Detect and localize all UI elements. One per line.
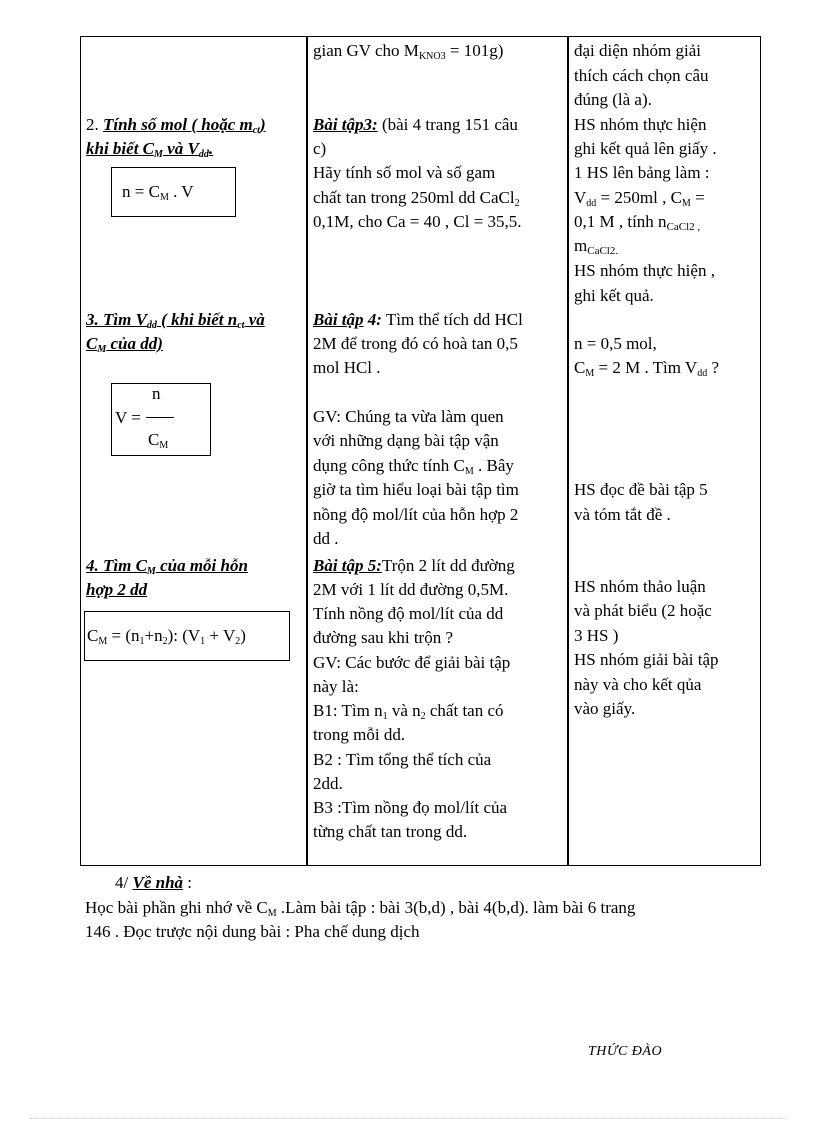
student-line: HS nhóm thực hiện <box>574 115 707 134</box>
teacher-line: chất tan trong 250ml dd CaCl$_2$ <box>313 188 520 209</box>
student-line: ghi kết quả. <box>574 286 654 305</box>
student-line: HS nhóm thực hiện , <box>574 261 715 280</box>
student-line: 1 HS lên bảng làm : <box>574 163 710 182</box>
heading-2: 2. Tính số mol ( hoặc $m_{ct}$) <box>86 115 266 136</box>
fraction-bar <box>146 417 174 418</box>
student-line: $m_{CaCl2.}$ <box>574 236 619 257</box>
teacher-line: nồng độ mol/lít của hỗn hợp 2 <box>313 505 519 524</box>
teacher-line: B2 : Tìm tổng thể tích của <box>313 750 492 769</box>
teacher-line: 2M với 1 lít dd đường 0,5M. <box>313 580 509 599</box>
exercise-4-title: Bài tập 4: Tìm thể tích dd HCl <box>313 310 523 329</box>
teacher-line: B1: Tìm $n_1$ và $n_2$ chất tan có <box>313 701 504 722</box>
student-line: vào giấy. <box>574 699 636 718</box>
teacher-line: Hãy tính số mol và số gam <box>313 163 496 182</box>
formula-volume-lhs: V = <box>115 408 141 427</box>
exercise-3-title: Bài tập3: (bài 4 trang 151 câu <box>313 115 518 134</box>
formula-volume-denominator: $C_M$ <box>148 430 169 451</box>
teacher-line: mol HCl . <box>313 358 381 377</box>
student-line: HS nhóm thảo luận <box>574 577 706 596</box>
teacher-line: 2M để trong đó có hoà tan 0,5 <box>313 334 518 353</box>
page-bottom-rule <box>30 1118 786 1119</box>
student-line: n = 0,5 mol, <box>574 334 657 353</box>
teacher-line: dd . <box>313 529 339 548</box>
teacher-line: 2dd. <box>313 774 343 793</box>
student-line: ghi kết quả lên giấy . <box>574 139 717 158</box>
teacher-line: từng chất tan trong dd. <box>313 822 468 841</box>
homework-line: Học bài phần ghi nhớ về $C_M$ .Làm bài tập : bài 3(b,d) , bài 4(b,d). làm bài 6 trang <box>85 898 636 919</box>
teacher-line: 0,1M, cho Ca = 40 , Cl = 35,5. <box>313 212 522 231</box>
student-line: và tóm tắt đề . <box>574 505 671 524</box>
teacher-line: đường sau khi trộn ? <box>313 628 454 647</box>
heading-4-cont: hợp 2 dd <box>86 580 148 599</box>
homework-heading: 4/ Về nhà : <box>115 873 193 892</box>
column-divider-2 <box>567 37 569 865</box>
student-line: $V_{dd} = 250ml$ , $C_M$ = <box>574 188 705 209</box>
heading-4: 4. Tìm $C_M$ của mỗi hỗn <box>86 556 248 577</box>
homework-line: 146 . Đọc trược nội dung bài : Pha chế dung dịch <box>85 922 420 941</box>
student-line: này và cho kết qủa <box>574 675 702 694</box>
teacher-line: giờ ta tìm hiểu loại bài tập tìm <box>313 480 519 499</box>
formula-moles: $n = C_M$ . V <box>122 182 194 203</box>
exercise-5-title: Bài tập 5:Trộn 2 lít dd đường <box>313 556 515 575</box>
teacher-line: B3 :Tìm nồng đọ mol/lít của <box>313 798 508 817</box>
teacher-line: c) <box>313 139 327 158</box>
formula-box-mix <box>84 611 290 661</box>
heading-2-cont: khi biết $C_M$ và $V_{dd}$. <box>86 139 214 160</box>
student-line: 0,1 M , tính $n_{CaCl2 ,}$ <box>574 212 701 233</box>
teacher-line: với những dạng bài tập vận <box>313 431 499 450</box>
heading-3: 3. Tìm $V_{dd}$ ( khi biết $n_{ct}$ và <box>86 310 265 331</box>
heading-3-cont: $C_M$ của dd) <box>86 334 163 355</box>
teacher-line: Tính nồng độ mol/lít của dd <box>313 604 504 623</box>
student-line: và phát biểu (2 hoặc <box>574 601 712 620</box>
student-line: đại diện nhóm giải <box>574 41 702 60</box>
formula-mix: $C_M = (n_1+n_2)$: $(V_1 + V_2)$ <box>87 626 246 647</box>
teacher-line: này là: <box>313 677 359 696</box>
student-line: HS đọc đề bài tập 5 <box>574 480 708 499</box>
lesson-table <box>80 36 761 866</box>
teacher-line: gian GV cho $M_{KNO3} = 101g$) <box>313 41 504 62</box>
formula-box-volume <box>111 383 211 456</box>
student-line: 3 HS ) <box>574 626 619 645</box>
column-divider-1 <box>306 37 308 865</box>
teacher-line: dụng công thức tính $C_M$ . Bây <box>313 456 514 477</box>
student-line: $C_M = 2$ M . Tìm $V_{dd}$ ? <box>574 358 719 379</box>
teacher-line: GV: Chúng ta vừa làm quen <box>313 407 504 426</box>
student-line: HS nhóm giải bài tập <box>574 650 719 669</box>
student-line: đúng (là a). <box>574 90 652 109</box>
teacher-line: trong mỗi dd. <box>313 725 406 744</box>
teacher-line: GV: Các bước để giải bài tập <box>313 653 511 672</box>
formula-box-moles <box>111 167 236 217</box>
formula-volume-numerator: n <box>152 384 161 403</box>
signature: THỨC ĐÀO <box>588 1044 663 1059</box>
student-line: thích cách chọn câu <box>574 66 709 85</box>
